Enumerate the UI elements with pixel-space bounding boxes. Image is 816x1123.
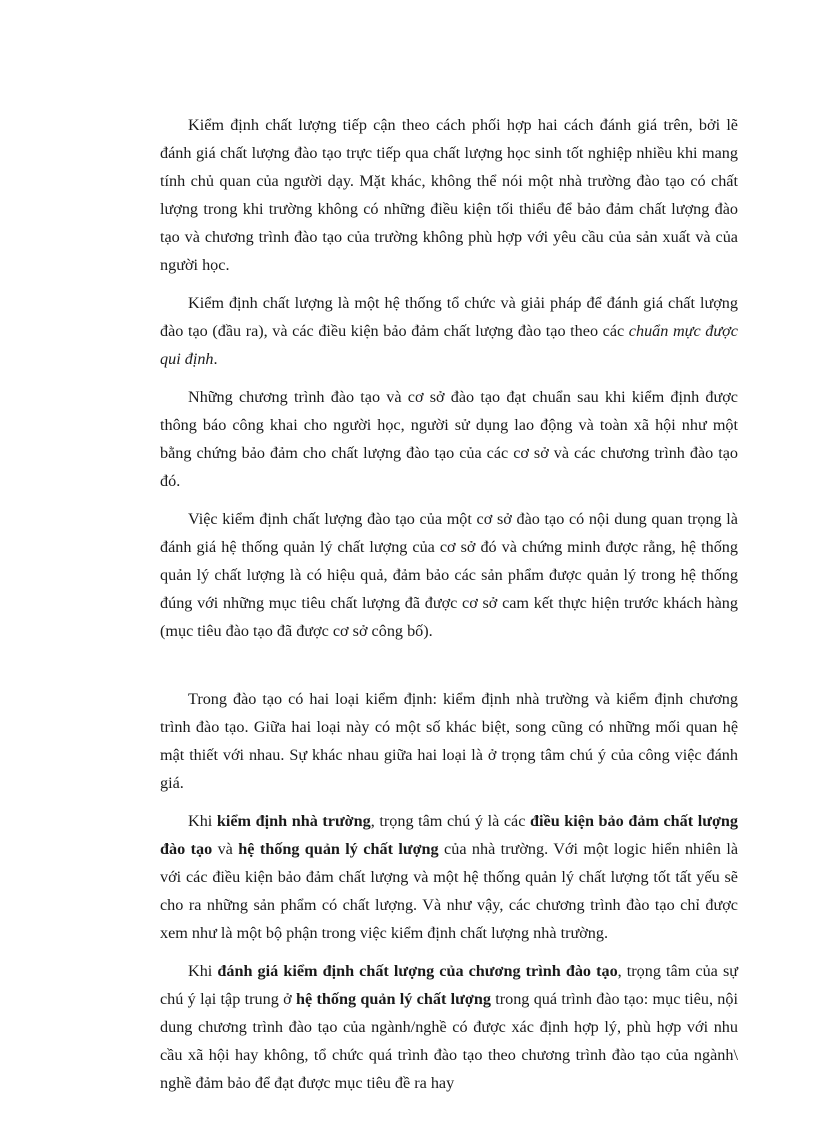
text-segment: trong quá trình đào tạo: mục tiêu, nội dung chương trình đào tạo của ngành/nghề có được xác định hợp lý, phù hợp với nhu cầu xã hội hay không, tổ chức quá trình đào tạo theo chương trình đào tạo của ngành\ nghề đảm bảo để đạt được mục tiêu đề ra hay: [160, 990, 738, 1092]
text-segment: , trọng tâm chú ý là các: [370, 812, 531, 830]
paragraph-1: [160, 111, 738, 279]
bold-text: kiểm định nhà trường: [216, 812, 371, 830]
bold-text: điều kiện bảo đảm chất lượng đào tạo: [160, 812, 739, 858]
paragraph-5: [160, 685, 738, 797]
text-segment: Những chương trình đào tạo và cơ sở đào tạo đạt chuẩn sau khi kiểm định được thông báo công khai cho người học, người sử dụng lao động và toàn xã hội như một bằng chứng bảo đảm cho chất lượng đào tạo của các cơ sở và các chương trình đào tạo đó.: [160, 388, 738, 490]
bold-text: hệ thống quản lý chất lượng: [295, 990, 491, 1008]
text-segment: Kiểm định chất lượng tiếp cận theo cách phối hợp hai cách đánh giá trên, bởi lẽ đánh giá chất lượng đào tạo trực tiếp qua chất lượng học sinh tốt nghiệp nhiều khi mang tính chủ quan của người dạy. Mặt khác, không thể nói một nhà trường đào tạo có chất lượng trong khi trường không có những điều kiện tối thiểu để bảo đảm chất lượng đào tạo và chương trình đào tạo của trường không phù hợp với yêu cầu của sản xuất và của người học.: [160, 116, 738, 274]
text-segment: Kiểm định chất lượng là một hệ thống tổ chức và giải pháp để đánh giá chất lượng đào tạo (đầu ra), và các điều kiện bảo đảm chất lượng đào tạo theo các: [160, 294, 738, 340]
text-segment: Việc kiểm định chất lượng đào tạo của một cơ sở đào tạo có nội dung quan trọng là đánh giá hệ thống quản lý chất lượng của cơ sở đó và chứng minh được rằng, hệ thống quản lý chất lượng là có hiệu quả, đảm bảo các sản phẩm được quản lý trong hệ thống đúng với những mục tiêu chất lượng đã được cơ sở cam kết thực hiện trước khách hàng (mục tiêu đào tạo đã được cơ sở công bố).: [160, 510, 738, 640]
paragraph-4: [160, 505, 738, 645]
italic-text: chuẩn mực được qui định: [160, 322, 738, 368]
paragraph-7: [160, 957, 738, 1097]
text-segment: Khi: [188, 812, 217, 830]
text-segment: Trong đào tạo có hai loại kiểm định: kiểm định nhà trường và kiểm định chương trình đào tạo. Giữa hai loại này có một số khác biệt, song cũng có những mối quan hệ mật thiết với nhau. Sự khác nhau giữa hai loại là ở trọng tâm chú ý của công việc đánh giá.: [160, 690, 738, 792]
text-segment: .: [213, 350, 218, 368]
text-segment: và: [212, 840, 239, 858]
paragraph-3: [160, 383, 738, 495]
bold-text: hệ thống quản lý chất lượng: [238, 840, 439, 858]
document-page: [160, 111, 738, 1107]
paragraph-6: [160, 807, 738, 947]
text-segment: của nhà trường. Với một logic hiển nhiên là với các điều kiện bảo đảm chất lượng và một hệ thống quản lý chất lượng tốt tất yếu sẽ cho ra những sản phẩm có chất lượng. Và như vậy, các chương trình đào tạo chỉ được xem như là một bộ phận trong việc kiểm định chất lượng nhà trường.: [160, 840, 739, 942]
text-segment: , trọng tâm của sự chú ý lại tập trung ở: [160, 962, 739, 1008]
text-segment: Khi: [188, 962, 218, 980]
paragraph-2: [160, 289, 738, 373]
bold-text: đánh giá kiểm định chất lượng của chương trình đào tạo: [217, 962, 618, 980]
